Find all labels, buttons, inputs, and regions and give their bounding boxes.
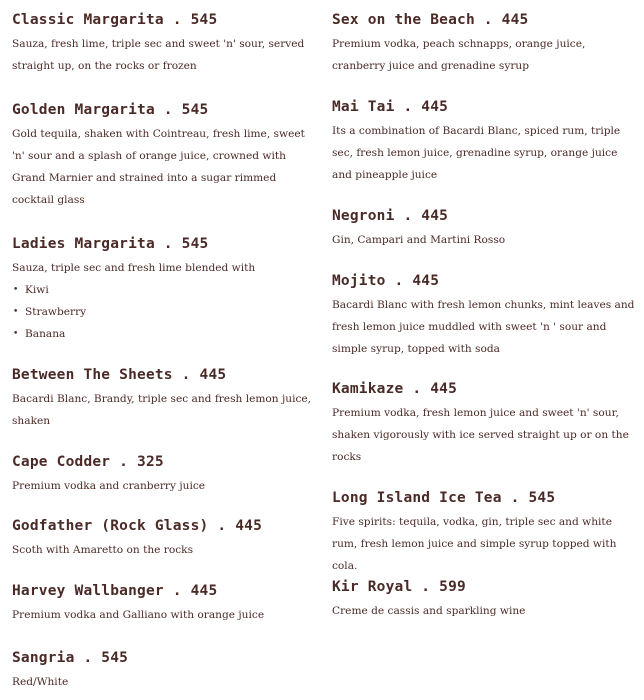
item-description: Creme de cassis and sparkling wine: [332, 605, 526, 617]
flavor-option: • Banana: [12, 323, 318, 345]
item-title: Sex on the Beach . 445: [332, 12, 529, 28]
item-description: Gold tequila, shaken with Cointreau, fresh lime, sweet 'n' sour and a splash of orange juice, crowned with Grand Marnier and strained into a sugar rimmed cocktail glass: [12, 128, 305, 206]
flavor-option: • Strawberry: [12, 301, 318, 323]
item-description: Scoth with Amaretto on the rocks: [12, 544, 194, 556]
item-title: Negroni . 445: [332, 208, 449, 224]
menu-item-mojito: [332, 272, 638, 360]
item-description: Premium vodka and cranberry juice: [12, 480, 206, 492]
menu-item-golden-margarita: [12, 101, 318, 211]
item-description: Premium vodka and Galliano with orange juice: [12, 609, 265, 621]
item-title: Classic Margarita . 545: [12, 12, 218, 28]
item-title: Golden Margarita . 545: [12, 102, 209, 118]
item-description: Its a combination of Bacardi Blanc, spiced rum, triple sec, fresh lemon juice, grenadine syrup, orange juice and pineapple juice: [332, 125, 621, 181]
flavor-options: [12, 279, 318, 345]
item-description: Premium vodka, peach schnapps, orange juice, cranberry juice and grenadine syrup: [332, 38, 586, 72]
menu-item-godfather: [12, 517, 318, 561]
item-title: Kir Royal . 599: [332, 579, 466, 595]
menu-item-negroni: [332, 207, 638, 251]
item-title: Between The Sheets . 445: [12, 367, 227, 383]
item-description: Bacardi Blanc, Brandy, triple sec and fresh lemon juice, shaken: [12, 393, 312, 427]
item-description: Sauza, triple sec and fresh lime blended with: [12, 262, 256, 274]
item-title: Cape Codder . 325: [12, 454, 164, 470]
item-title: Kamikaze . 445: [332, 381, 458, 397]
menu-item-sangria: [12, 649, 318, 693]
item-description: Bacardi Blanc with fresh lemon chunks, mint leaves and fresh lemon juice muddled with sweet 'n ' sour and simple syrup, topped with soda: [332, 299, 635, 355]
menu-item-sex-on-the-beach: [332, 11, 638, 77]
item-title: Mojito . 445: [332, 273, 440, 289]
item-title: Sangria . 545: [12, 650, 129, 666]
menu-item-cape-codder: [12, 453, 318, 497]
menu-item-kir-royal: [332, 578, 638, 622]
flavor-option: • Kiwi: [12, 279, 318, 301]
menu-item-long-island-ice-tea: [332, 489, 638, 577]
item-description: Sauza, fresh lime, triple sec and sweet 'n' sour, served straight up, on the rocks or frozen: [12, 38, 305, 72]
menu-item-mai-tai: [332, 98, 638, 186]
menu-item-ladies-margarita: [12, 235, 318, 345]
item-title: Godfather (Rock Glass) . 445: [12, 518, 263, 534]
item-title: Ladies Margarita . 545: [12, 236, 209, 252]
menu-item-harvey-wallbanger: [12, 582, 318, 626]
item-description: Premium vodka, fresh lemon juice and sweet 'n' sour, shaken vigorously with ice served straight up or on the rocks: [332, 407, 629, 463]
item-title: Long Island Ice Tea . 545: [332, 490, 556, 506]
menu-item-classic-margarita: [12, 11, 318, 77]
menu-item-between-the-sheets: [12, 366, 318, 432]
item-description: Red/White: [12, 676, 69, 688]
item-description: Gin, Campari and Martini Rosso: [332, 234, 506, 246]
item-description: Five spirits: tequila, vodka, gin, triple sec and white rum, fresh lemon juice and simple syrup topped with cola.: [332, 516, 617, 572]
menu-item-kamikaze: [332, 380, 638, 468]
item-title: Harvey Wallbanger . 445: [12, 583, 218, 599]
item-title: Mai Tai . 445: [332, 99, 449, 115]
